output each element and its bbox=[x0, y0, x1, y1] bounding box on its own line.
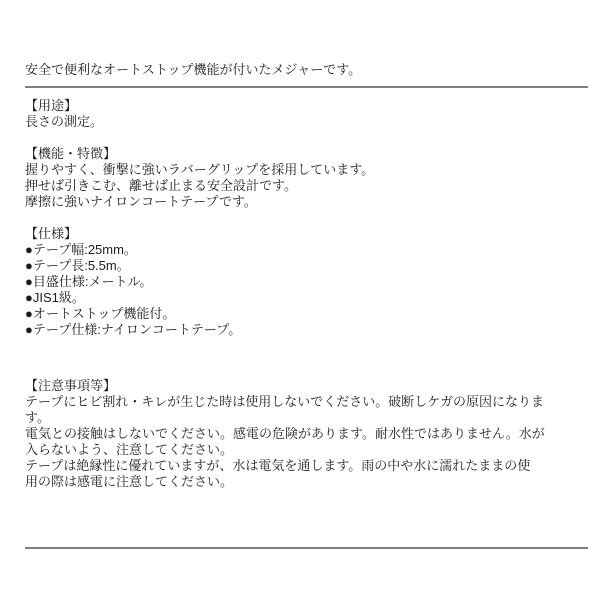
section-features-text: 押せば引きこむ、離せば止まる安全設計です。 bbox=[25, 178, 297, 193]
section-cautions-text: 用の際は感電に注意してください。 bbox=[25, 474, 234, 489]
bottom-divider bbox=[25, 547, 588, 549]
section-specs-item: ●オートストップ機能付。 bbox=[25, 306, 176, 321]
section-specs bbox=[25, 226, 588, 338]
section-usage-heading: 【用途】 bbox=[25, 98, 78, 113]
section-cautions-text: す。 bbox=[25, 410, 50, 425]
section-usage-text: 長さの測定。 bbox=[25, 114, 104, 129]
section-cautions-text: テープにヒビ割れ・キレが生じた時は使用しないでください。破断しケガの原因になりま bbox=[25, 394, 544, 409]
section-features-text: 摩擦に強いナイロンコートテープです。 bbox=[25, 194, 257, 209]
section-cautions-text: 入らないよう、注意してください。 bbox=[25, 442, 234, 457]
section-features-text: 握りやすく、衝撃に強いラバーグリップを採用しています。 bbox=[25, 162, 375, 177]
section-specs-item: ●JIS1級。 bbox=[25, 290, 85, 305]
section-specs-item: ●テープ仕様:ナイロンコートテープ。 bbox=[25, 322, 242, 337]
section-features-heading: 【機能・特徴】 bbox=[25, 146, 117, 161]
section-cautions-text: 電気との接触はしないでください。感電の危険があります。耐水性ではありません。水が bbox=[25, 426, 545, 441]
intro-text: 安全で便利なオートストップ機能が付いたメジャーです。 bbox=[25, 62, 362, 77]
section-cautions-heading: 【注意事項等】 bbox=[25, 378, 117, 393]
section-specs-heading: 【仕様】 bbox=[25, 226, 78, 241]
section-cautions bbox=[25, 378, 588, 490]
section-cautions-text: テープは絶縁性に優れていますが、水は電気を通します。雨の中や水に濡れたままの使 bbox=[25, 458, 531, 473]
section-usage bbox=[25, 98, 588, 130]
section-features bbox=[25, 146, 588, 210]
section-specs-item: ●テープ長:5.5m。 bbox=[25, 258, 130, 273]
section-specs-item: ●テープ幅:25mm。 bbox=[25, 242, 137, 257]
section-specs-item: ●目盛仕様:メートル。 bbox=[25, 274, 153, 289]
top-divider bbox=[25, 86, 588, 88]
